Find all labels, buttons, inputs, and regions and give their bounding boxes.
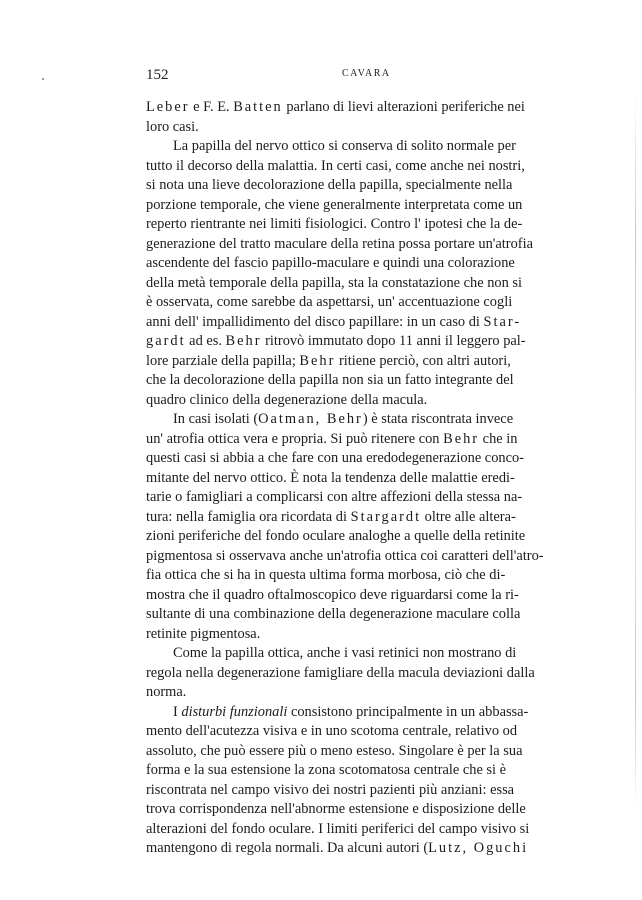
page-edge-shadow bbox=[635, 90, 636, 810]
text-line: si nota una lieve decolorazione della papilla, specialmente nella bbox=[146, 177, 513, 193]
text-line: alterazioni del fondo oculare. I limiti periferici del campo visivo si bbox=[146, 820, 530, 837]
text-line: porzione temporale, che viene generalmente interpretata come un bbox=[146, 196, 523, 213]
paragraph-start-line: Come la papilla ottica, anche i vasi retinici non mostrano di bbox=[173, 645, 517, 661]
text-line: lore parziale della papilla; Behr ritiene perciò, con altri autori, bbox=[146, 352, 511, 369]
text-line: è osservata, come sarebbe da aspettarsi, un' accentuazione cogli bbox=[146, 294, 513, 310]
paragraph-start-line: In casi isolati (Oatman, Behr) è stata riscontrata invece bbox=[173, 411, 514, 427]
text-line: anni dell' impallidimento del disco papillare: in un caso di Star- bbox=[146, 313, 522, 330]
text-line: forma e la sua estensione la zona scotomatosa centrale che si è bbox=[146, 762, 507, 778]
text-line: generazione del tratto maculare della retina possa portare un'atrofia bbox=[146, 235, 533, 252]
text-line: trova corrispondenza nell'abnorme estensione e disposizione delle bbox=[146, 801, 526, 817]
text-line: reperto rientrante nei limiti fisiologici. Contro l' ipotesi che la de- bbox=[146, 216, 523, 232]
text-line: tarie o famigliari a complicarsi con altre affezioni della stessa na- bbox=[146, 489, 523, 505]
text-line: mitante del nervo ottico. È nota la tendenza delle malattie eredi- bbox=[146, 469, 515, 486]
paragraph-start-line: I disturbi funzionali consistono principalmente in un abbassa- bbox=[173, 703, 529, 720]
text-line: tura: nella famiglia ora ricordata di Stargardt oltre alle altera- bbox=[146, 508, 516, 525]
text-line: mento dell'acutezza visiva e in uno scotoma centrale, relativo od bbox=[146, 723, 518, 739]
text-line: regola nella degenerazione famigliare della macula deviazioni dalla bbox=[146, 664, 535, 681]
text-line: riscontrata nel campo visivo dei nostri pazienti più anziani: essa bbox=[146, 781, 515, 798]
text-line: Leber e F. E. Batten parlano di lievi alterazioni periferiche nei bbox=[146, 99, 525, 115]
scan-speck bbox=[42, 78, 44, 80]
body-text bbox=[146, 98, 584, 859]
text-line: mostra che il quadro oftalmoscopico deve riguardarsi come la ri- bbox=[146, 586, 519, 603]
text-line: mantengono di regola normali. Da alcuni autori (Lutz, Oguchi bbox=[146, 840, 529, 856]
text-line: quadro clinico della degenerazione della macula. bbox=[146, 391, 428, 408]
text-line: che la decolorazione della papilla non sia un fatto integrante del bbox=[146, 372, 514, 388]
text-line: norma. bbox=[146, 684, 187, 700]
text-line: fia ottica che si ha in questa ultima forma morbosa, ciò che di- bbox=[146, 567, 506, 583]
text-line: un' atrofia ottica vera e propria. Si può ritenere con Behr che in bbox=[146, 430, 518, 447]
text-line: tutto il decorso della malattia. In certi casi, come anche nei nostri, bbox=[146, 157, 525, 174]
text-line: ascendente del fascio papillo-maculare e quindi una colorazione bbox=[146, 255, 515, 271]
running-head: CAVARA bbox=[342, 68, 391, 79]
text-line: pigmentosa si osservava anche un'atrofia ottica coi caratteri dell'atro- bbox=[146, 547, 544, 564]
text-line: zioni periferiche del fondo oculare analoghe a quelle della retinite bbox=[146, 528, 526, 544]
text-line: questi casi si abbia a che fare con una eredodegenerazione conco- bbox=[146, 450, 524, 466]
text-line: della metà temporale della papilla, sta la constatazione che non si bbox=[146, 274, 523, 291]
paragraph-start-line: La papilla del nervo ottico si conserva di solito normale per bbox=[173, 138, 516, 154]
text-line: gardt ad es. Behr ritrovò immutato dopo 11 anni il leggero pal- bbox=[146, 333, 526, 349]
text-line: assoluto, che può essere più o meno esteso. Singolare è per la sua bbox=[146, 742, 523, 759]
text-line: sultante di una combinazione della degenerazione maculare colla bbox=[146, 606, 521, 622]
text-line: retinite pigmentosa. bbox=[146, 625, 261, 642]
page-number: 152 bbox=[146, 67, 169, 83]
text-line: loro casi. bbox=[146, 118, 199, 135]
